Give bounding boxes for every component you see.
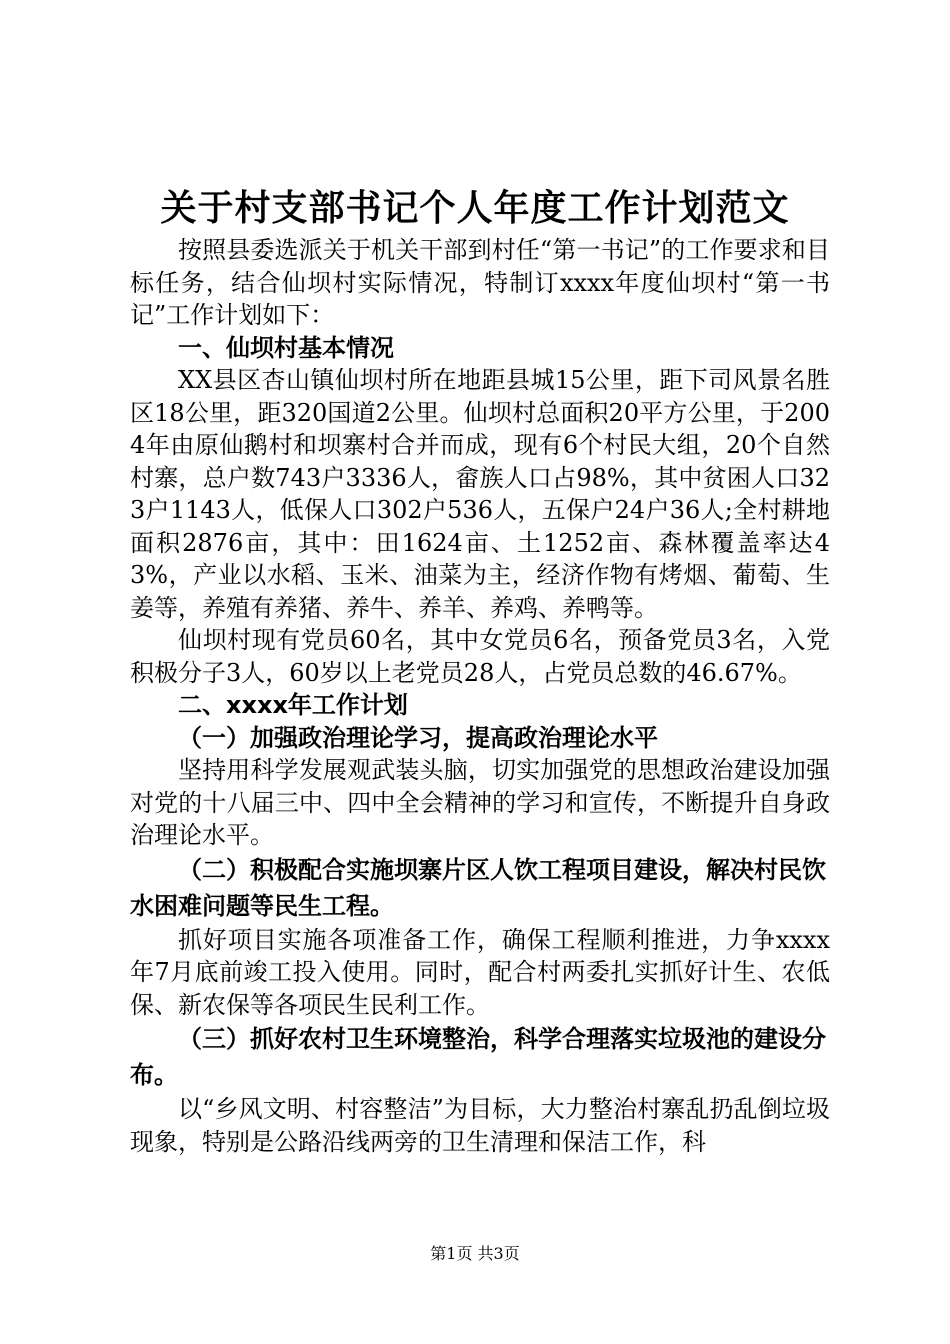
subsection-1-paragraph: 坚持用科学发展观武装头脑，切实加强党的思想政治建设加强对党的十八届三中、四中全会精神的学习和宣传，不断提升自身政治理论水平。: [130, 756, 830, 849]
village-overview-paragraph: XX县区杏山镇仙坝村所在地距县城15公里，距下司风景名胜区18公里，距320国道2公里。仙坝村总面积20平方公里，于2004年由原仙鹅村和坝寨村合并而成，现有6个村民大组，20个自然村寨，总户数743户3336人，畲族人口占98%，其中贫困人口323户1143人，低保人口302户536人，五保户24户36人;全村耕地面积2876亩，其中：田1624亩、土1252亩、森林覆盖率达43%，产业以水稻、玉米、油菜为主，经济作物有烤烟、葡萄、生姜等，养殖有养猪、养牛、养羊、养鸡、养鸭等。: [130, 366, 830, 622]
subsection-heading-2: （二）积极配合实施坝寨片区人饮工程项目建设，解决村民饮水困难问题等民生工程。: [130, 855, 826, 920]
document-body: [130, 234, 830, 1158]
subsection-2-paragraph: 抓好项目实施各项准备工作，确保工程顺利推进，力争xxxx年7月底前竣工投入使用。同时，配合村两委扎实抓好计生、农低保、新农保等各项民生民利工作。: [130, 925, 830, 1019]
section-heading-2: 二、xxxx年工作计划: [178, 691, 408, 719]
subsection-heading-1: （一）加强政治理论学习，提高政治理论水平: [178, 723, 658, 752]
subsection-heading-3: （三）抓好农村卫生环境整治，科学合理落实垃圾池的建设分布。: [130, 1025, 826, 1089]
intro-paragraph: 按照县委选派关于机关干部到村任“第一书记”的工作要求和目标任务，结合仙坝村实际情况，特制订xxxx年度仙坝村“第一书记”工作计划如下：: [130, 236, 830, 329]
subsection-3-paragraph: 以“乡风文明、村容整洁”为目标，大力整治村寨乱扔乱倒垃圾现象，特别是公路沿线两旁的卫生清理和保洁工作，科: [130, 1095, 830, 1156]
party-members-paragraph: 仙坝村现有党员60名，其中女党员6名，预备党员3名，入党积极分子3人，60岁以上老党员28人，占党员总数的46.67%。: [130, 626, 830, 687]
page-footer: 第1页 共3页: [430, 1244, 520, 1263]
section-heading-1: 一、仙坝村基本情况: [178, 333, 394, 362]
document-title: 关于村支部书记个人年度工作计划范文: [160, 187, 790, 229]
